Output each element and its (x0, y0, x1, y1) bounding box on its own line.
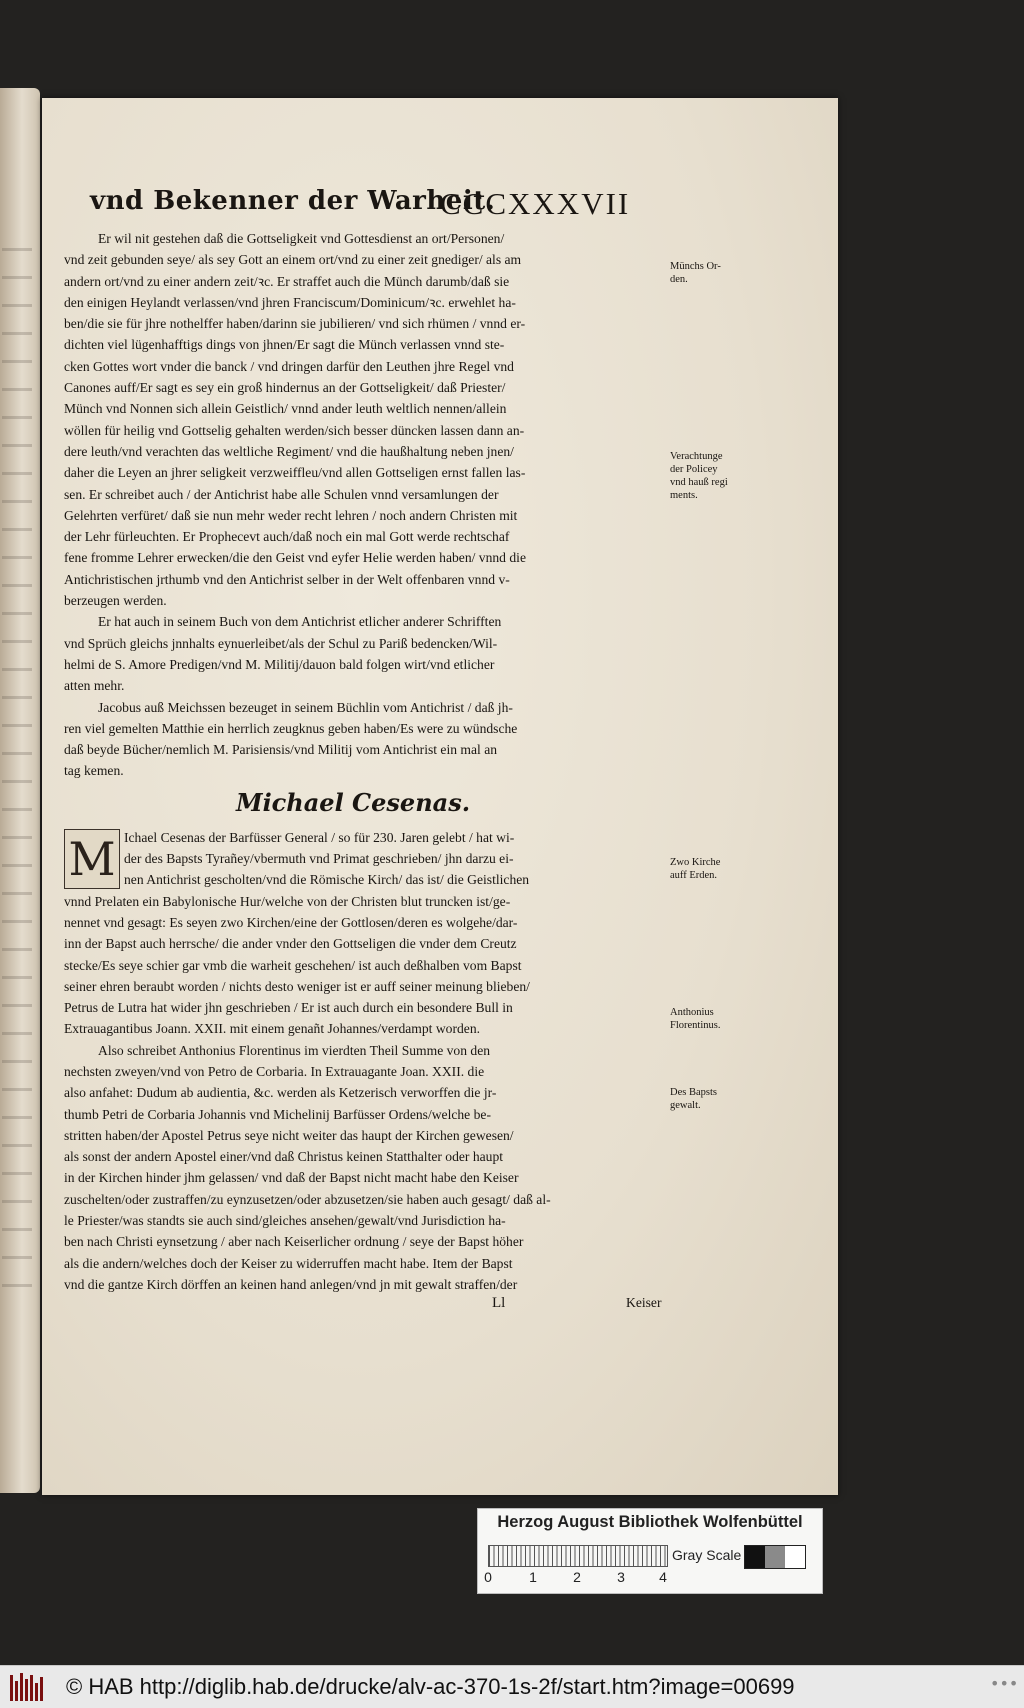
text-line: Jacobus auß Meichssen bezeuget in seinem Büchlin vom Antichrist / daß jh- (98, 699, 513, 715)
book-page (42, 98, 838, 1495)
text-line: Gelehrten verfüret/ daß sie nun mehr weder recht lehren / noch andern Christen mit (64, 507, 518, 523)
text-line: helmi de S. Amore Predigen/vnd M. Militij/dauon bald folgen wirt/vnd etlicher (64, 656, 495, 672)
status-bar (0, 1665, 1024, 1708)
catchword: Keiser (626, 1295, 662, 1311)
gray-patch (765, 1546, 785, 1568)
text-line: Er wil nit gestehen daß die Gottseligkeit vnd Gottesdienst an ort/Personen/ (98, 231, 505, 246)
marginal-line: Verachtunge (670, 451, 723, 462)
ruler-tick-label: 4 (659, 1569, 667, 1585)
text-line: thumb Petri de Corbaria Johannis vnd Michelinij Barfüsser Ordens/welche be- (64, 1106, 491, 1122)
running-title: vnd Bekenner der Warheit. (90, 186, 496, 216)
paragraph-jacobus (64, 697, 664, 782)
signature-mark: Ll (492, 1295, 506, 1312)
text-line: als sonst der andern Apostel einer/vnd daß Christus keinen Statthalter oder haupt (64, 1149, 504, 1165)
marginal-line: gewalt. (670, 1100, 701, 1111)
text-line: fene fromme Lehrer erwecken/die den Geist vnd eyfer Helie werden haben/ vnnd die (64, 550, 526, 566)
gray-scale-label: Gray Scale (672, 1547, 742, 1563)
marginal-line: ments. (670, 490, 698, 501)
text-line: andern ort/vnd zu einer andern zeit/ꝛc. Er straffet auch die Münch darumb/daß sie (64, 273, 510, 289)
marginal-note-anthonius (670, 1006, 766, 1032)
text-line: daher die Leyen an jhrer seligkeit verzweiffleu/vnd allen Gottseligen ernst fallen las- (64, 465, 526, 481)
ruler-tick-label: 0 (484, 1569, 492, 1585)
text-line: Also schreibet Anthonius Florentinus im vierdten Theil Summe von den (98, 1042, 491, 1058)
marginal-line: Florentinus. (670, 1020, 721, 1031)
text-line: stritten haben/der Apostel Petrus seye nicht weiter das haupt der Kirchen gewesen/ (64, 1127, 514, 1143)
section-heading: Michael Cesenas. (236, 787, 471, 817)
text-line: in der Kirchen hinder jhm gelassen/ vnd daß der Bapst nicht macht habe den Keiser (64, 1170, 519, 1186)
text-line: der des Bapsts Tyrañey/vbermuth vnd Primat geschrieben/ jhn darzu ei- (124, 851, 514, 867)
marginal-line: vnd hauß regi (670, 477, 728, 488)
text-line: seiner ehren beraubt worden / nichts desto weniger ist er auff seiner meinung blieben/ (64, 978, 530, 994)
text-line: Münch vnd Nonnen sich allein Geistlich/ vnnd ander leuth weltlich nennen/allein (64, 401, 507, 417)
more-icon[interactable]: ••• (990, 1674, 1019, 1693)
text-line: ben nach Christi eynsetzung / aber nach Keiserlicher ordnung / seye der Bapst höher (64, 1234, 524, 1250)
paragraph-anthonius (64, 1040, 664, 1296)
marginal-line: der Policey (670, 464, 718, 475)
text-line: le Priester/was standts sie auch sind/gleiches ansehen/gewalt/vnd Jurisdiction ha- (64, 1213, 506, 1229)
paragraph-frater (64, 228, 664, 611)
text-line: also anfahet: Dudum ab audientia, &c. werden als Ketzerisch verworffen die jr- (64, 1085, 497, 1101)
scale-title: Herzog August Bibliothek Wolfenbüttel (497, 1513, 803, 1531)
gray-patch (745, 1546, 765, 1568)
gray-patch (785, 1546, 805, 1568)
running-head (64, 186, 664, 226)
text-line: ren viel gemelten Matthie ein herrlich zeugknus geben haben/Es were zu wündsche (64, 720, 518, 736)
previous-page-edge (0, 88, 40, 1493)
paragraph-antichrist-book (64, 611, 664, 696)
text-line: Petrus de Lutra hat wider jhn geschrieben / Er ist auch durch ein besondere Bull in (64, 1000, 513, 1016)
text-line: nen Antichrist gescholten/vnd die Römische Kirch/ das ist/ die Geistlichen (124, 872, 530, 888)
ruler-tick-label: 2 (573, 1569, 581, 1585)
copyright-url[interactable]: © HAB http://diglib.hab.de/drucke/alv-ac-370-1s-2f/start.htm?image=00699 (66, 1674, 795, 1699)
text-line: sen. Er schreibet auch / der Antichrist habe alle Schulen vnnd versamlungen der (64, 486, 499, 502)
decorated-initial: M (64, 829, 120, 889)
color-scale-card (477, 1508, 823, 1594)
text-line: inn der Bapst auch herrsche/ die ander vnder den Gottseligen die vnder dem Creutz (64, 936, 517, 952)
text-line: vnd die gantze Kirch dörffen an keinen hand anlegen/vnd jn mit gewalt straffen/der (64, 1276, 518, 1292)
text-line: Ichael Cesenas der Barfüsser General / so für 230. Jaren gelebt / hat wi- (124, 829, 515, 845)
text-line: stecke/Es seye schier gar vmb die warheit geschehen/ ist auch deßhalben vom Bapst (64, 957, 522, 973)
page-footer-line (64, 1295, 664, 1319)
hab-logo-icon (10, 1673, 46, 1701)
marginal-note-bapsts-gewalt (670, 1086, 766, 1112)
marginal-line: Anthonius (670, 1007, 714, 1018)
text-line: Er hat auch in seinem Buch von dem Antichrist etlicher anderer Schrifften (98, 614, 502, 630)
text-line: cken Gottes wort vnder die banck / vnd dringen darfür den Leuthen jhre Regel vnd (64, 358, 514, 374)
marginal-line: Münchs Or- (670, 261, 721, 272)
folio-number: CCCXXXVII (440, 186, 631, 221)
text-line: vnnd Prelaten ein Babylonische Hur/welche von der Christen blut truncken ist/ge- (64, 893, 511, 909)
ruler-scale (488, 1545, 668, 1567)
text-line: den einigen Heylandt verlassen/vnd jhren Franciscum/Dominicum/ꝛc. erwehlet ha- (64, 294, 516, 310)
marginal-line: Des Bapsts (670, 1087, 717, 1098)
text-line: als die andern/welches doch der Keiser zu widerruffen macht habe. Item der Bapst (64, 1255, 513, 1271)
text-line: dichten viel lügenhafftigs dings von jhnen/Er sagt die Münch verlassen vnnd ste- (64, 337, 505, 353)
text-line: vnd Sprüch gleichs jnnhalts eynuerleibet/als der Schul zu Pariß bedencken/Wil- (64, 635, 498, 651)
page-text-block (64, 186, 664, 1319)
text-line: nennet vnd gesagt: Es seyen zwo Kirchen/eine der Gottlosen/deren es wolgehe/dar- (64, 914, 518, 930)
marginal-line: den. (670, 274, 688, 285)
text-line: Antichristischen jrthumb vnd den Antichrist selber in der Welt offenbaren vnnd v- (64, 571, 510, 587)
text-line: der Lehr fürleuchten. Er Prophecevt auch/daß noch ein mal Gott werde rechtschaf (64, 529, 510, 545)
text-line: zuschelten/oder zustraffen/zu eynzusetzen/oder abzusetzen/sie haben auch gesagt/ daß al- (64, 1191, 551, 1207)
marginal-note-muenchs-orden (670, 260, 766, 286)
marginal-note-zwo-kirche (670, 856, 766, 882)
ruler-tick-label: 3 (617, 1569, 625, 1585)
text-line: wöllen für heilig vnd Gottselig gehalten werden/sich besser düncken lassen dann an- (64, 422, 525, 438)
text-line: Extrauagantibus Joann. XXII. mit einem genañt Johannes/verdampt worden. (64, 1021, 481, 1037)
paragraph-michael-cesenas (64, 827, 664, 1040)
text-line: atten mehr. (64, 678, 125, 694)
marginal-line: auff Erden. (670, 870, 718, 881)
text-line: tag kemen. (64, 763, 124, 779)
text-line: ben/die sie für jhre nothelffer haben/darinn sie jubilieren/ vnd sich rhümen / vnnd er- (64, 316, 526, 332)
text-line: dere leuth/vnd verachten das weltliche Regiment/ vnd die haußhaltung neben jnen/ (64, 443, 514, 459)
text-line: berzeugen werden. (64, 593, 167, 609)
text-line: vnd zeit gebunden seye/ als sey Gott an einem ort/vnd zu einer zeit gnediger/ als am (64, 252, 522, 268)
text-line: daß beyde Bücher/nemlich M. Parisiensis/vnd Militij vom Antichrist ein mal an (64, 742, 498, 758)
text-line: nechsten zweyen/vnd von Petro de Corbaria. In Extrauagante Joan. XXII. die (64, 1063, 485, 1079)
ruler-tick-label: 1 (529, 1569, 537, 1585)
michael-lines (64, 827, 664, 1040)
gray-scale-patches (744, 1545, 806, 1569)
text-line: Canones auff/Er sagt es sey ein groß hindernus an der Gottseligkeit/ daß Priester/ (64, 380, 506, 396)
marginal-note-verachtunge (670, 450, 766, 502)
previous-page-text-bleed (2, 248, 32, 1308)
marginal-line: Zwo Kirche (670, 857, 721, 868)
